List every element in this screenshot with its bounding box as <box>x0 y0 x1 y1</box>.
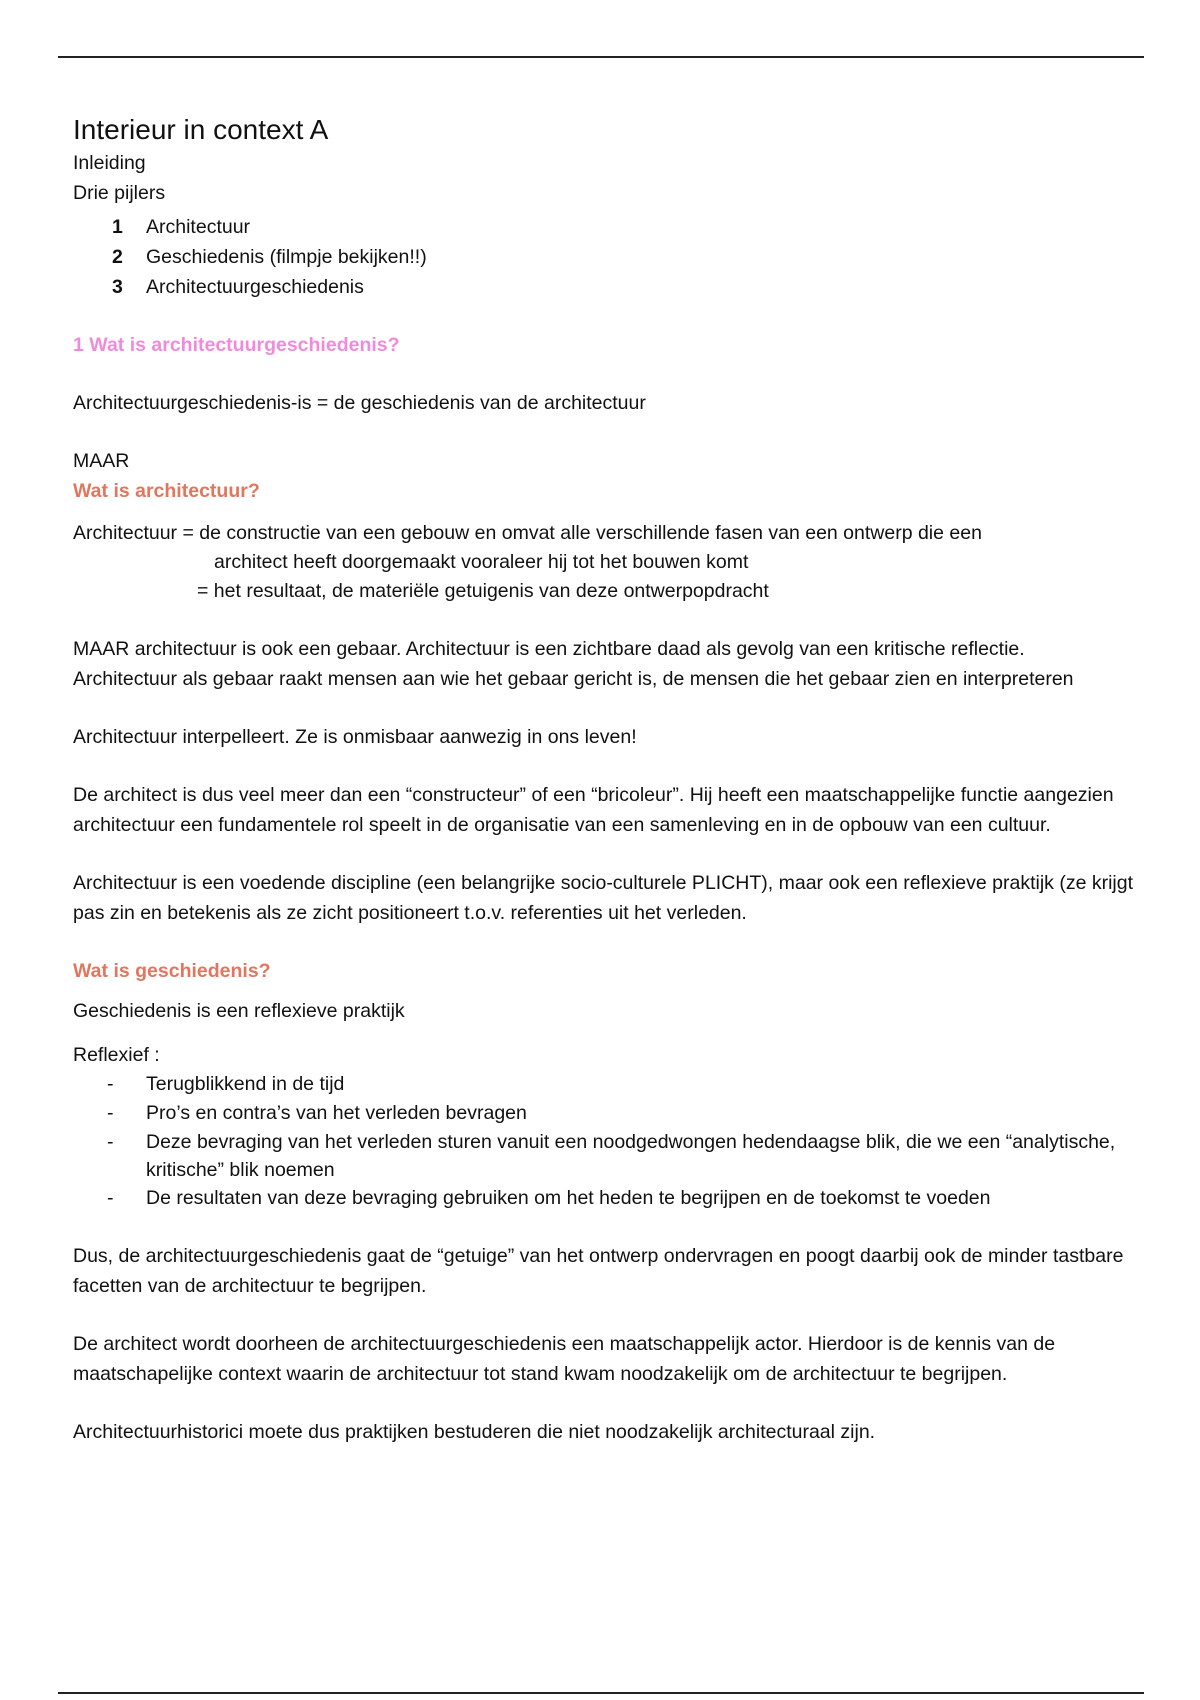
definition-text: Architectuurgeschiedenis-is = de geschiedenis van de architectuur <box>73 392 646 414</box>
maar-text: MAAR <box>73 450 130 472</box>
list-number: 1 <box>112 216 123 238</box>
list-number: 3 <box>112 276 123 298</box>
top-rule <box>58 56 1144 58</box>
list-item-text: De resultaten van deze bevraging gebruiken om het heden te begrijpen en de toekomst te voeden <box>146 1187 991 1209</box>
list-item <box>73 242 1133 272</box>
definition-line: architect heeft doorgemaakt vooraleer hij tot het bouwen komt <box>214 551 749 573</box>
definition-line: Architectuur = de constructie van een gebouw en omvat alle verschillende fasen van een ontwerp die een <box>73 522 982 544</box>
page-title: Interieur in context A <box>73 114 329 145</box>
paragraph: Geschiedenis is een reflexieve praktijk <box>73 1000 405 1022</box>
pillars-list <box>73 212 1133 302</box>
list-item-text: Architectuur <box>146 216 251 238</box>
section-heading-architectuur: Wat is architectuur? <box>73 480 260 502</box>
paragraph: Architectuurhistorici moete dus praktijken bestuderen die niet noodzakelijk architecturaal zijn. <box>73 1421 876 1443</box>
paragraph: De architect is dus veel meer dan een “constructeur” of een “bricoleur”. Hij heeft een maatschappelijke functie aangezien architectuur een fundamentele rol speelt in de organisatie van een samenleving en in de opbouw van een cultuur. <box>73 784 1114 836</box>
list-item: - Deze bevraging van het verleden sturen vanuit een noodgedwongen hedendaagse blik, die we een “analytische, kritische” blik noemen <box>73 1128 1133 1184</box>
list-item-text: Architectuurgeschiedenis <box>146 276 364 298</box>
paragraph: Architectuur interpelleert. Ze is onmisbaar aanwezig in ons leven! <box>73 726 637 748</box>
page-subtitle: Inleiding <box>73 152 146 174</box>
paragraph: De architect wordt doorheen de architectuurgeschiedenis een maatschappelijk actor. Hierdoor is de kennis van de maatschapelijke context waarin de architectuur tot stand kwam noodzakelijk om de architectuur te begrijpen. <box>73 1333 1056 1385</box>
paragraph: Dus, de architectuurgeschiedenis gaat de “getuige” van het ontwerp ondervragen en poogt daarbij ook de minder tastbare facetten van de architectuur te begrijpen. <box>73 1245 1124 1297</box>
paragraph: MAAR architectuur is ook een gebaar. Architectuur is een zichtbare daad als gevolg van een kritische reflectie. Architectuur als gebaar raakt mensen aan wie het gebaar gericht is, de mensen die het gebaar zien en interpreteren <box>73 638 1074 690</box>
section-heading-geschiedenis: Wat is geschiedenis? <box>73 960 271 982</box>
list-item-text: Deze bevraging van het verleden sturen vanuit een noodgedwongen hedendaagse blik, die we een “analytische, kritische” blik noemen <box>146 1131 1116 1181</box>
list-item <box>73 212 1133 242</box>
list-item-text: Terugblikkend in de tijd <box>146 1073 345 1095</box>
definition-line: = het resultaat, de materiële getuigenis van deze ontwerpopdracht <box>197 580 769 602</box>
list-item: - Terugblikkend in de tijd <box>73 1070 1133 1099</box>
paragraph: Architectuur is een voedende discipline (een belangrijke socio-culturele PLICHT), maar ook een reflexieve praktijk (ze krijgt pas zin en betekenis als ze zicht positioneert t.o.v. referenties uit het verleden. <box>73 872 1133 924</box>
pillars-heading: Drie pijlers <box>73 182 166 204</box>
section-heading-architectuurgeschiedenis: 1 Wat is architectuurgeschiedenis? <box>73 334 400 356</box>
list-number: 2 <box>112 246 123 268</box>
reflexief-list <box>73 1070 1133 1213</box>
reflexief-label: Reflexief : <box>73 1044 160 1066</box>
list-item-text: Pro’s en contra’s van het verleden bevragen <box>146 1102 527 1124</box>
list-item: - De resultaten van deze bevraging gebruiken om het heden te begrijpen en de toekomst te voeden <box>73 1184 1133 1213</box>
list-item: - Pro’s en contra’s van het verleden bevragen <box>73 1099 1133 1128</box>
list-item <box>73 272 1133 302</box>
list-item-text: Geschiedenis (filmpje bekijken!!) <box>146 246 427 268</box>
bottom-rule <box>58 1692 1144 1694</box>
document-body <box>73 112 1133 1447</box>
